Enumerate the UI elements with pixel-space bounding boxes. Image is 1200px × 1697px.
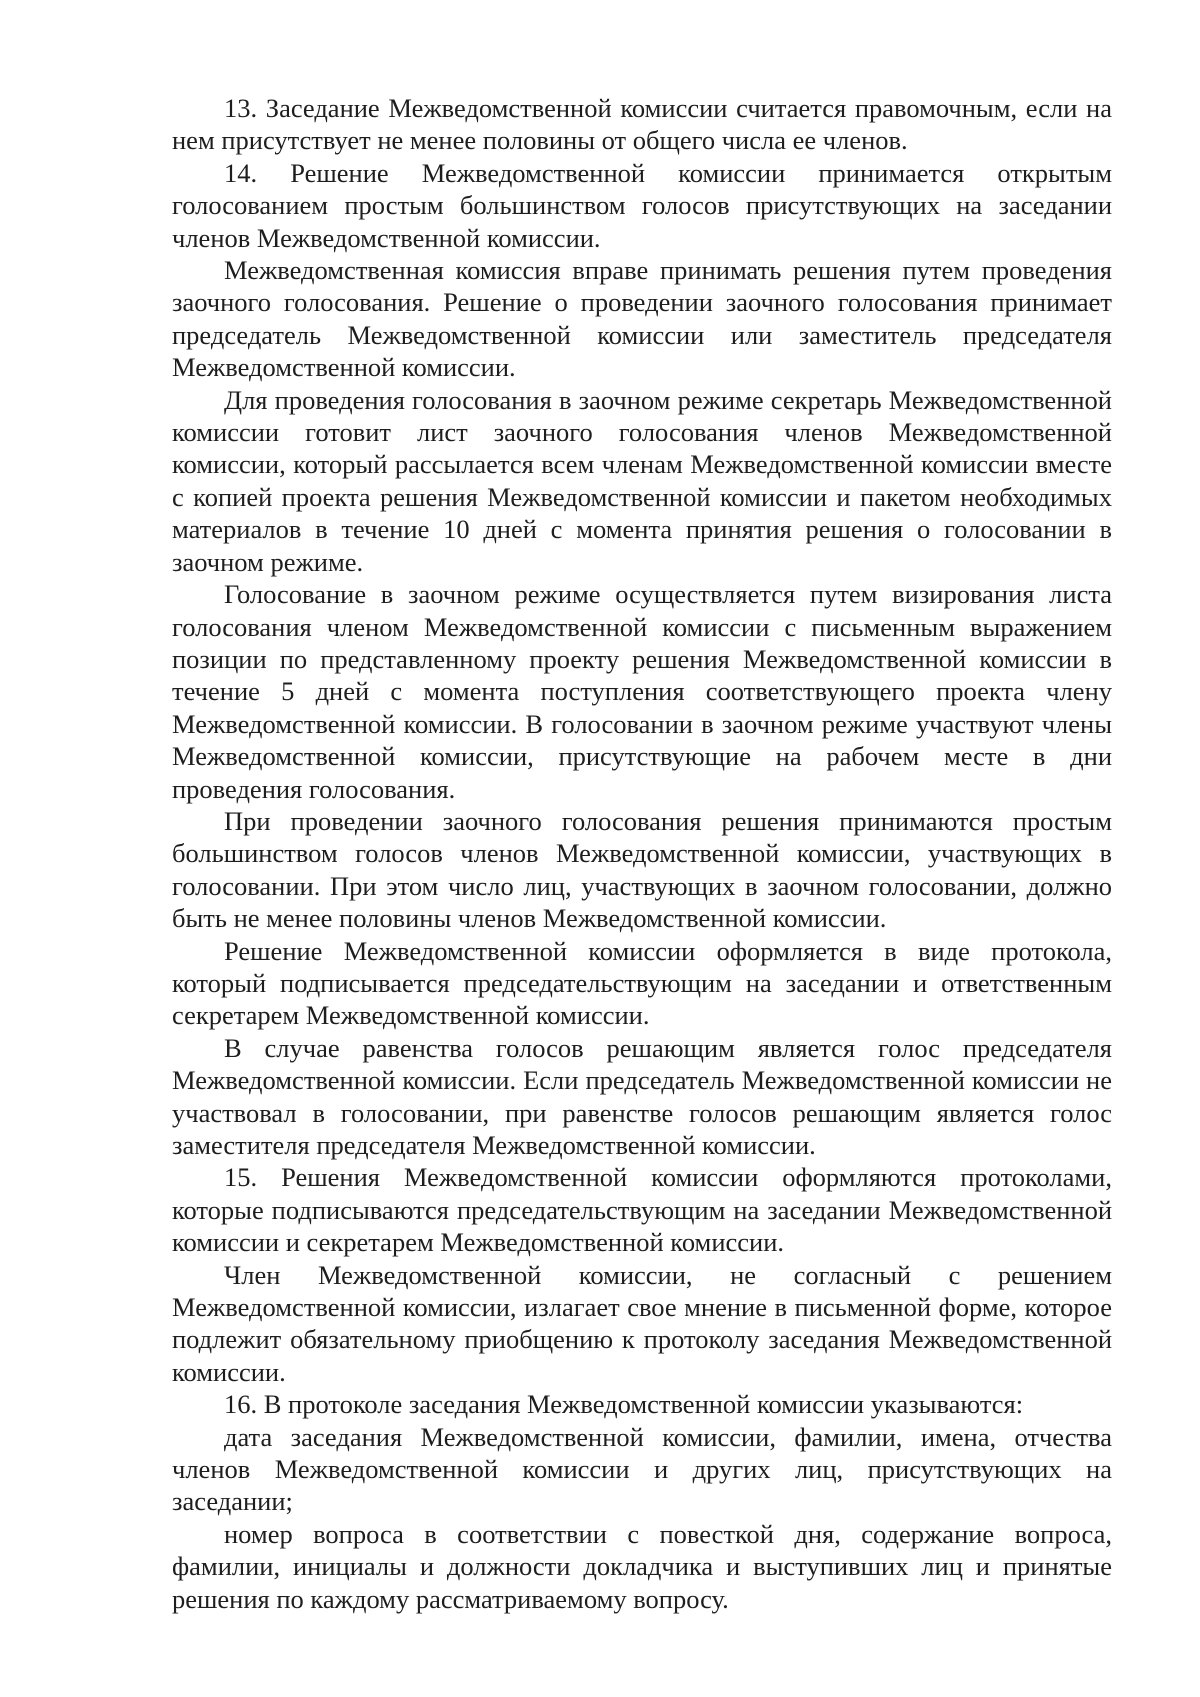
paragraph-absentee-procedure: Голосование в заочном режиме осуществляется путем визирования листа голосования членом Межведомственной комиссии с письменным выражением позиции по представленному проекту решения Межведомственной комиссии в течение 5 дней с момента поступления соответствующего проекта члену Межведомственной комиссии. В голосовании в заочном режиме участвуют члены Межведомственной комиссии, присутствующие на рабочем месте в дни проведения голосования.	[172, 579, 1112, 804]
paragraph-voting-sheet: Для проведения голосования в заочном режиме секретарь Межведомственной комиссии готовит лист заочного голосования членов Межведомственной комиссии, который рассылается всем членам Межведомственной комиссии вместе с копией проекта решения Межведомственной комиссии и пакетом необходимых материалов в течение 10 дней с момента принятия решения о голосовании в заочном режиме.	[172, 384, 1112, 577]
paragraph-16-protocol-contents: 16. В протоколе заседания Межведомственной комиссии указываются:	[224, 1389, 1024, 1420]
paragraph-13-quorum: 13. Заседание Межведомственной комиссии считается правомочным, если на нем присутствует не менее половины от общего числа ее членов.	[172, 93, 1112, 156]
paragraph-14-decision: 14. Решение Межведомственной комиссии принимается открытым голосованием простым большинством голосов присутствующих на заседании членов Межведомственной комиссии.	[172, 157, 1112, 253]
list-item-agenda-question: номер вопроса в соответствии с повесткой дня, содержание вопроса, фамилии, инициалы и должности докладчика и выступивших лиц и принятые решения по каждому рассматриваемому вопросу.	[172, 1518, 1112, 1614]
paragraph-absentee-voting: Межведомственная комиссия вправе принимать решения путем проведения заочного голосования. Решение о проведении заочного голосования принимает председатель Межведомственной комиссии или заместитель председателя Межведомственной комиссии.	[172, 255, 1112, 383]
paragraph-protocol: Решение Межведомственной комиссии оформляется в виде протокола, который подписывается председательствующим на заседании и ответственным секретарем Межведомственной комиссии.	[172, 935, 1112, 1031]
list-item-meeting-date: дата заседания Межведомственной комиссии, фамилии, имена, отчества членов Межведомственной комиссии и других лиц, присутствующих на заседании;	[172, 1421, 1112, 1517]
paragraph-dissent: Член Межведомственной комиссии, не согласный с решением Межведомственной комиссии, излагает свое мнение в письменной форме, которое подлежит обязательному приобщению к протоколу заседания Межведомственной комиссии.	[172, 1259, 1112, 1387]
paragraph-majority: При проведении заочного голосования решения принимаются простым большинством голосов членов Межведомственной комиссии, участвующих в голосовании. При этом число лиц, участвующих в заочном голосовании, должно быть не менее половины членов Межведомственной комиссии.	[172, 805, 1112, 934]
document-body	[172, 92, 1112, 1615]
paragraph-tie-vote: В случае равенства голосов решающим является голос председателя Межведомственной комиссии. Если председатель Межведомственной комиссии не участвовал в голосовании, при равенстве голосов решающим является голос заместителя председателя Межведомственной комиссии.	[172, 1032, 1112, 1160]
paragraph-15-protocols: 15. Решения Межведомственной комиссии оформляются протоколами, которые подписываются председательствующим на заседании Межведомственной комиссии и секретарем Межведомственной комиссии.	[172, 1162, 1112, 1258]
